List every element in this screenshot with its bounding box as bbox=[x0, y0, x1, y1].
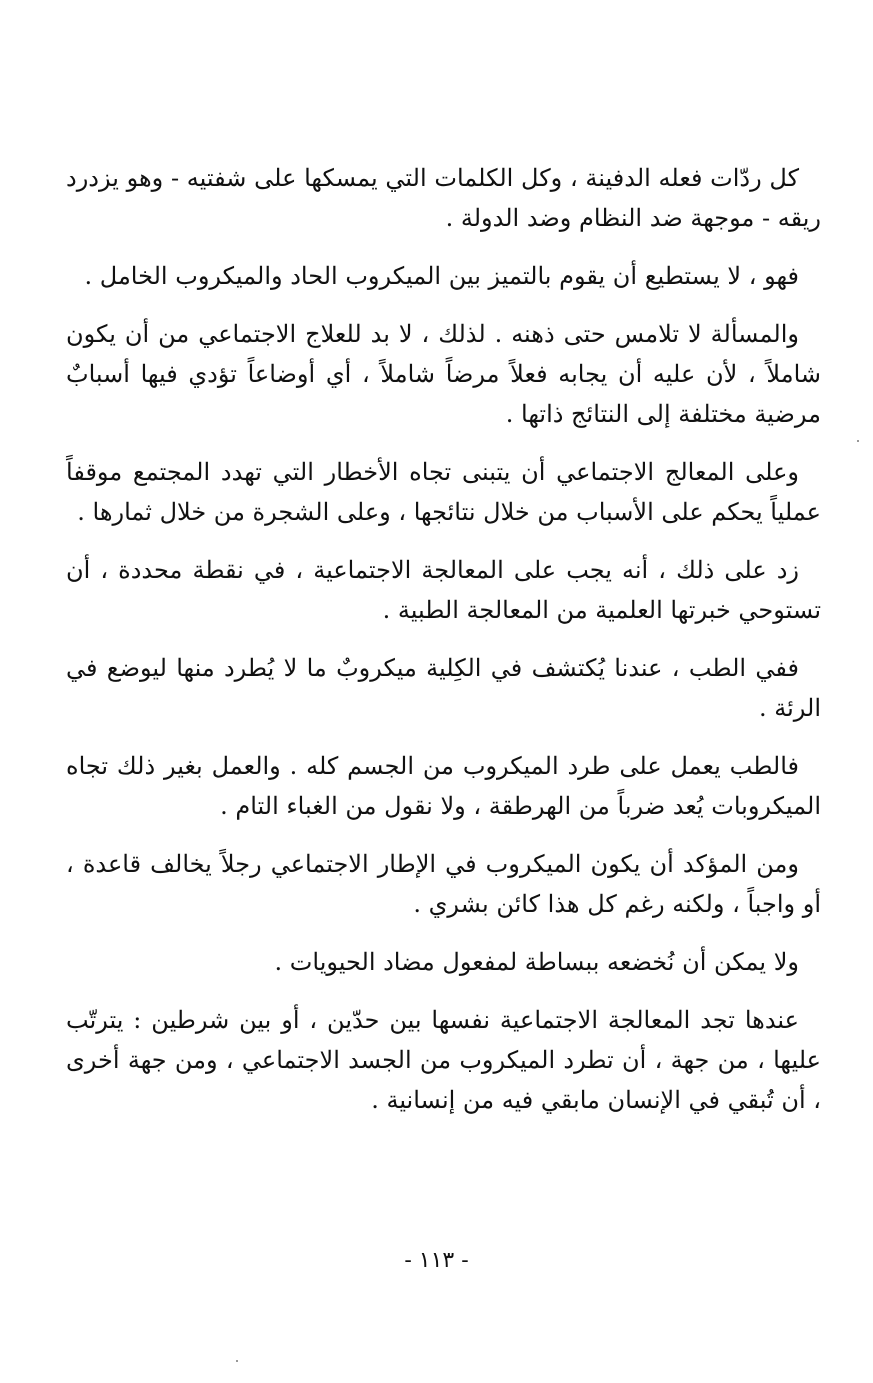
paragraph: فالطب يعمل على طرد الميكروب من الجسم كله . والعمل بغير ذلك تجاه الميكروبات يُعد ضرباً من الهرطقة ، ولا نقول من الغباء التام . bbox=[66, 752, 821, 820]
paragraph: ومن المؤكد أن يكون الميكروب في الإطار الاجتماعي رجلاً يخالف قاعدة ، أو واجباً ، ولكنه رغم كل هذا كائن بشري . bbox=[66, 850, 821, 918]
page-number: - ١١٣ - bbox=[404, 1248, 469, 1273]
scan-speck bbox=[236, 1360, 238, 1362]
paragraph: ففي الطب ، عندنا يُكتشف في الكِلية ميكروبٌ ما لا يُطرد منها ليوضع في الرئة . bbox=[66, 654, 821, 722]
paragraph: ولا يمكن أن نُخضعه ببساطة لمفعول مضاد الحيويات . bbox=[274, 948, 799, 976]
scan-speck bbox=[857, 440, 859, 442]
paragraph: والمسألة لا تلامس حتى ذهنه . لذلك ، لا بد للعلاج الاجتماعي من أن يكون شاملاً ، لأن عليه أن يجابه فعلاً مرضاً شاملاً ، أي أوضاعاً تؤدي فيها أسبابٌ مرضية مختلفة إلى النتائج ذاتها . bbox=[66, 320, 821, 428]
paragraph: فهو ، لا يستطيع أن يقوم بالتميز بين الميكروب الحاد والميكروب الخامل . bbox=[84, 262, 799, 290]
paragraph: كل ردّات فعله الدفينة ، وكل الكلمات التي يمسكها على شفتيه - وهو يزدرد ريقه - موجهة ضد النظام وضد الدولة . bbox=[66, 164, 821, 232]
paragraph: زد على ذلك ، أنه يجب على المعالجة الاجتماعية ، في نقطة محددة ، أن تستوحي خبرتها العلمية من المعالجة الطبية . bbox=[66, 556, 821, 624]
paragraph: وعلى المعالج الاجتماعي أن يتبنى تجاه الأخطار التي تهدد المجتمع موقفاً عملياً يحكم على الأسباب من خلال نتائجها ، وعلى الشجرة من خلال ثمارها . bbox=[66, 458, 821, 526]
paragraph: عندها تجد المعالجة الاجتماعية نفسها بين حدّين ، أو بين شرطين : يترتّب عليها ، من جهة ، أن تطرد الميكروب من الجسد الاجتماعي ، ومن جهة أخرى ، أن تُبقي في الإنسان مابقي فيه من إنسانية . bbox=[66, 1006, 821, 1114]
body-text bbox=[66, 158, 821, 1138]
